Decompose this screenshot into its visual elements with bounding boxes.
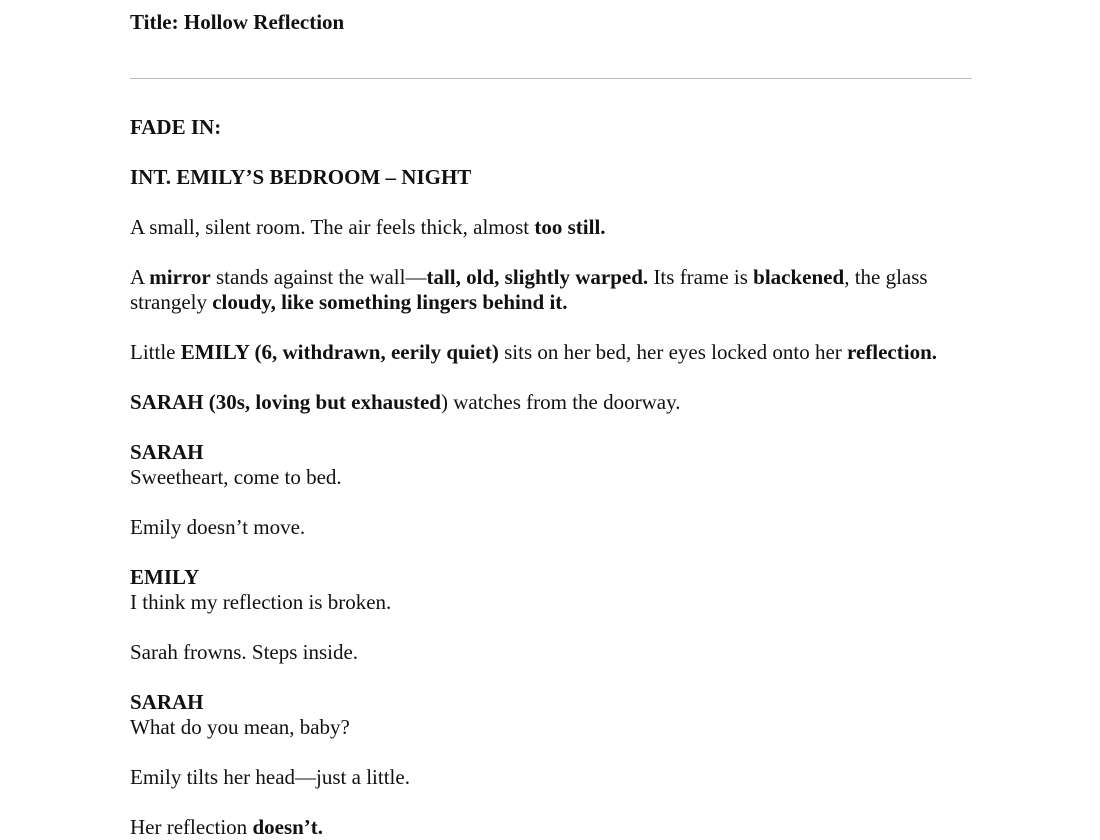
action-text: strangely [130,290,213,314]
title-divider [130,78,972,79]
action-text: , the glass [844,265,928,289]
character-intro: SARAH (30s, loving but exhausted [130,390,441,414]
action-emphasis: mirror [149,265,211,289]
action-text: ) [440,390,448,414]
character-name: EMILY [130,565,200,589]
action-text: stands against the wall— [210,265,427,289]
character-name: SARAH [130,690,204,714]
action-text: watches from the doorway. [447,390,681,414]
document-title: Title: Hollow Reflection [130,10,345,34]
dialogue: What do you mean, baby? [130,715,350,739]
dialogue: Sweetheart, come to bed. [130,465,342,489]
action-text: sits on her bed, her eyes locked onto her [498,340,848,364]
action-emphasis: cloudy, like something lingers behind it. [212,290,568,314]
action-text: A small, silent room. The air feels thick, almost [130,215,535,239]
action-line [130,340,937,365]
action-line [130,815,323,840]
action-emphasis: reflection. [847,340,938,364]
action-line: Sarah frowns. Steps inside. [130,640,359,664]
script-page [130,0,972,839]
dialogue: I think my reflection is broken. [130,590,392,614]
action-line [130,215,606,240]
action-emphasis: blackened [753,265,845,289]
action-line [130,290,568,315]
action-text: Its frame is [648,265,754,289]
action-line [130,390,680,415]
action-emphasis: too still. [534,215,606,239]
action-emphasis: tall, old, slightly warped. [426,265,649,289]
action-text: A [130,265,150,289]
action-line: Emily tilts her head—just a little. [130,765,410,789]
action-line: Emily doesn’t move. [130,515,306,539]
action-text: Little [130,340,181,364]
action-emphasis: doesn’t. [252,815,324,839]
scene-heading: INT. EMILY’S BEDROOM – NIGHT [130,165,472,189]
character-intro: EMILY (6, withdrawn, eerily quiet) [180,340,499,364]
transition: FADE IN: [130,115,222,139]
action-text: Her reflection [130,815,253,839]
character-name: SARAH [130,440,204,464]
action-line [130,265,928,290]
